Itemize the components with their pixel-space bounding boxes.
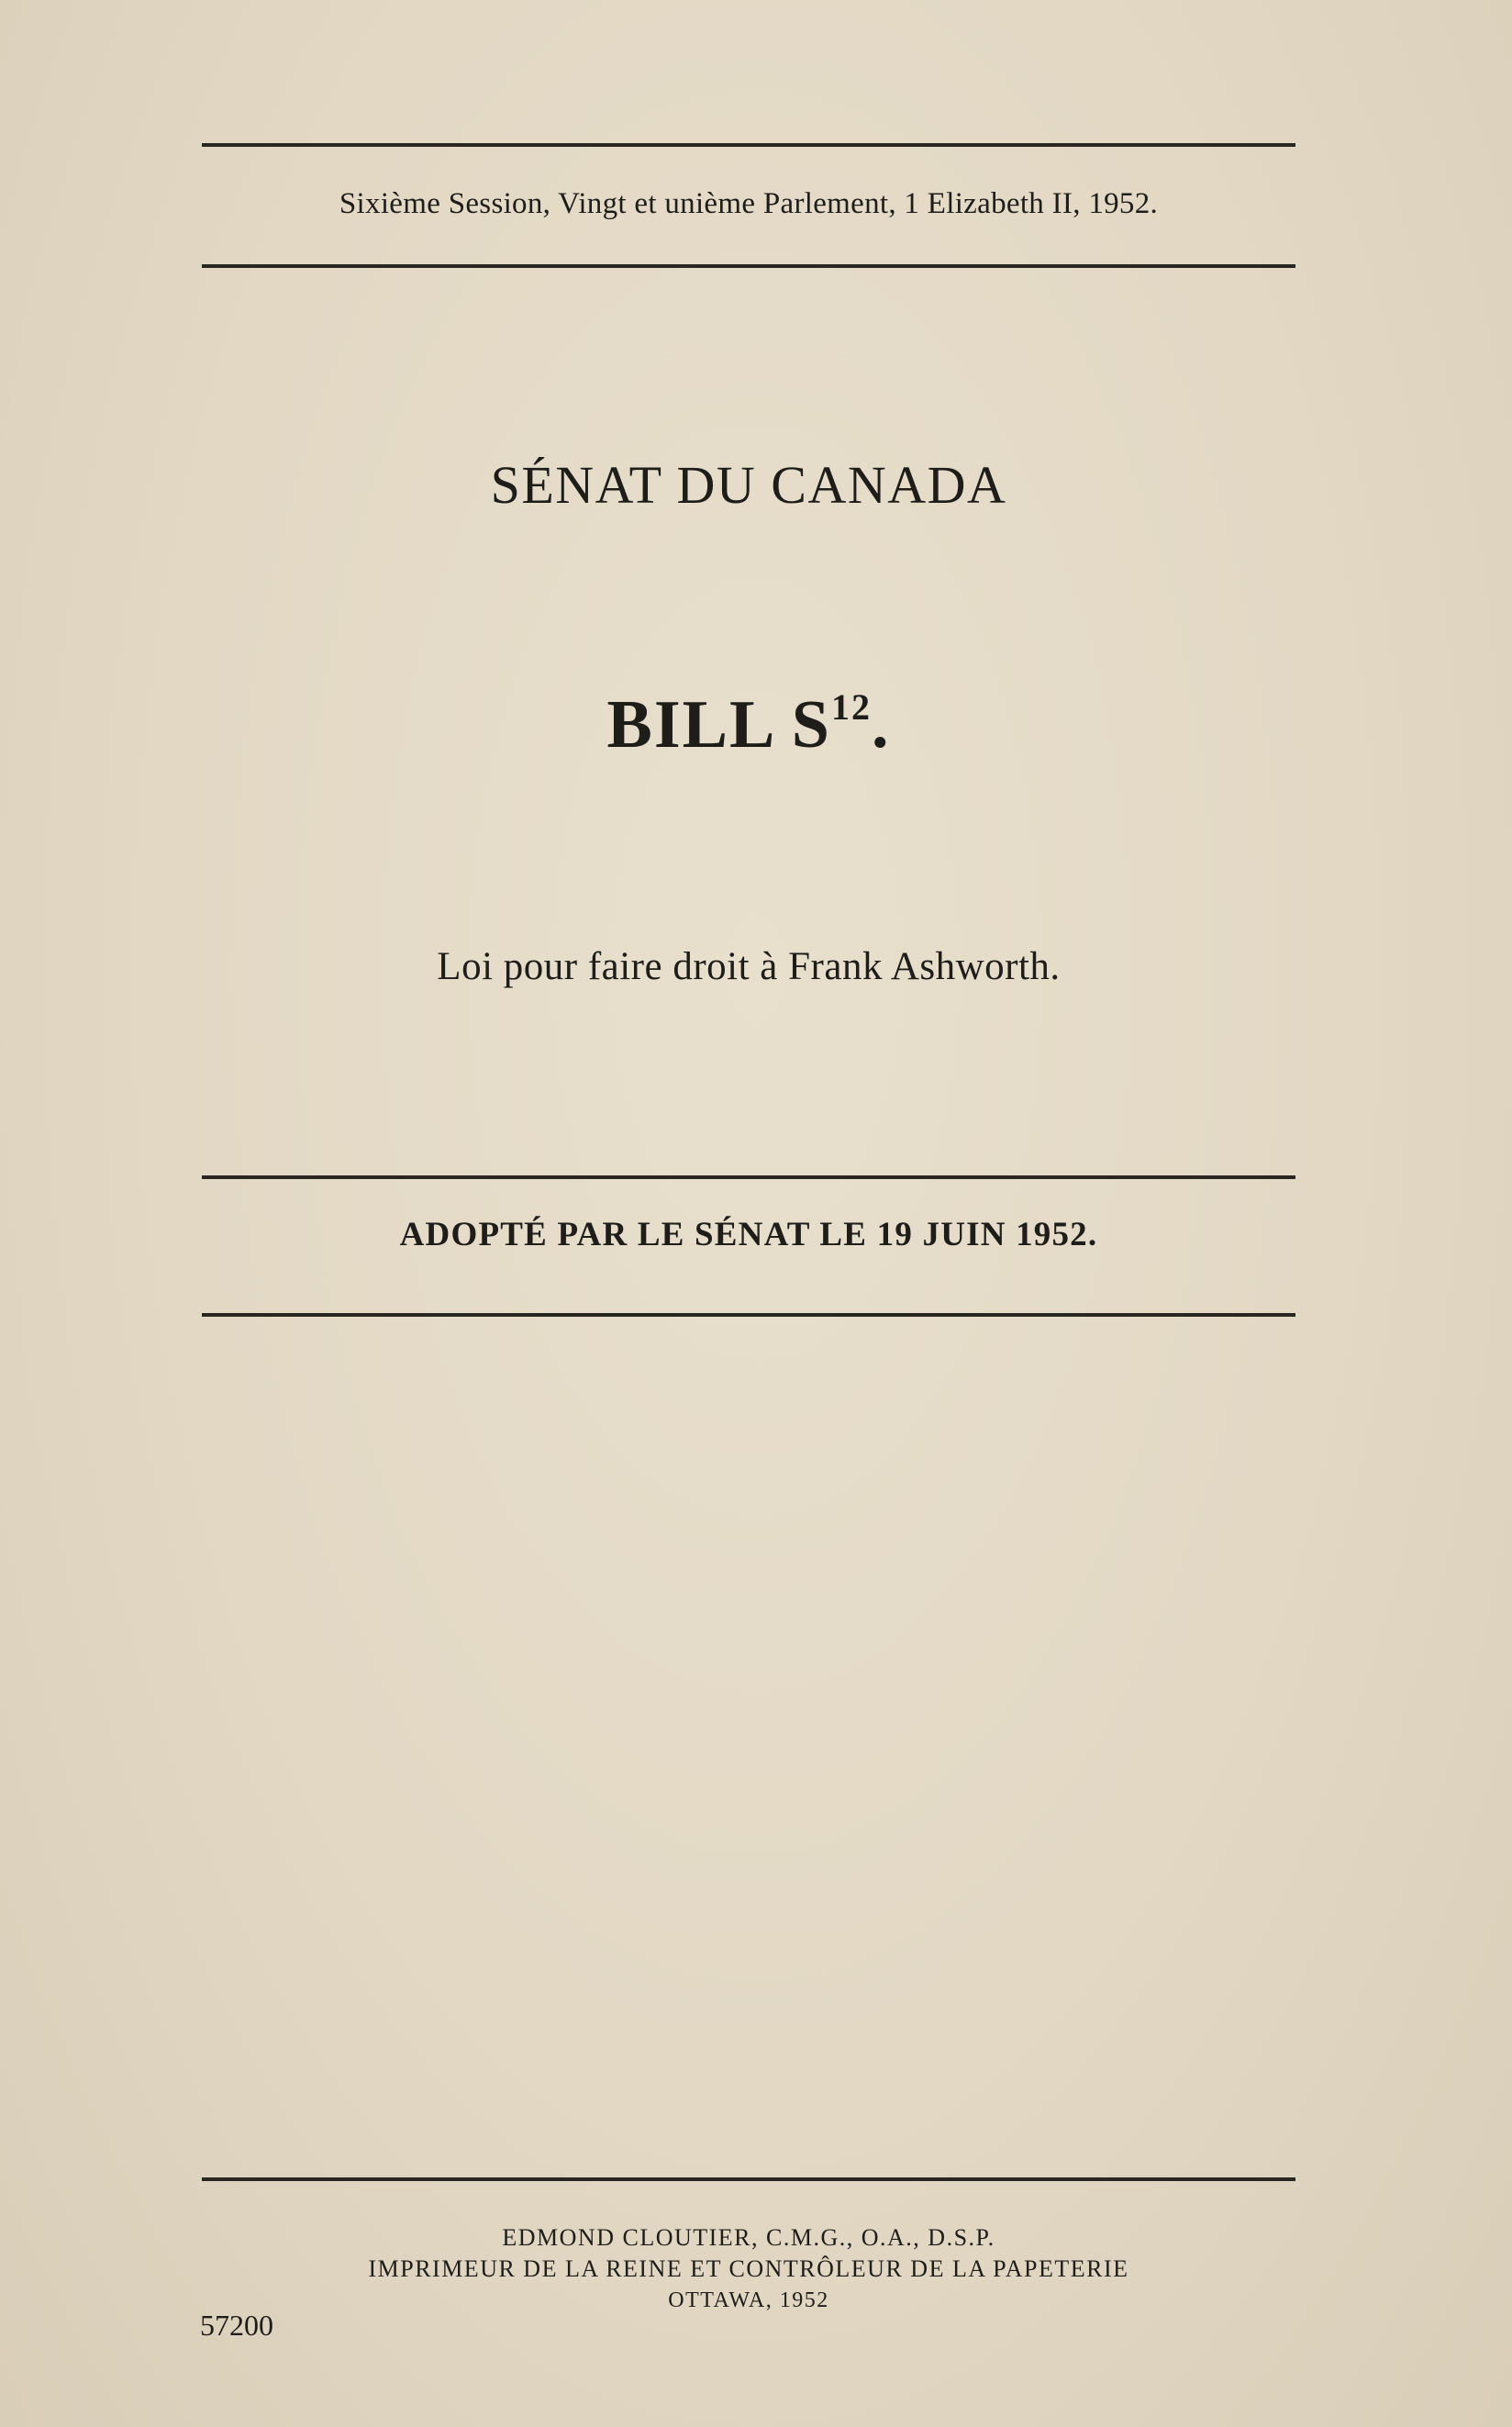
printer-name: EDMOND CLOUTIER, C.M.G., O.A., D.S.P.	[502, 2224, 995, 2251]
status-top-rule	[202, 1175, 1295, 1179]
bill-prefix: BILL S	[606, 687, 831, 763]
document-number: 57200	[200, 2309, 273, 2342]
bill-number: 12	[830, 686, 872, 728]
printer-place-year: OTTAWA, 1952	[668, 2288, 829, 2312]
footer-rule	[202, 2177, 1295, 2181]
bill-title	[202, 686, 1295, 764]
bill-suffix: .	[871, 687, 891, 763]
top-rule	[202, 143, 1295, 147]
adoption-status: ADOPTÉ PAR LE SÉNAT LE 19 JUIN 1952.	[399, 1216, 1098, 1253]
printer-title: IMPRIMEUR DE LA REINE ET CONTRÔLEUR DE LA PAPETERIE	[368, 2255, 1129, 2282]
senate-heading: SÉNAT DU CANADA	[490, 455, 1007, 515]
session-line: Sixième Session, Vingt et unième Parlement, 1 Elizabeth II, 1952.	[339, 187, 1159, 220]
status-bottom-rule	[202, 1313, 1295, 1317]
bill-subtitle: Loi pour faire droit à Frank Ashworth.	[437, 945, 1061, 988]
header-bottom-rule	[202, 264, 1295, 268]
